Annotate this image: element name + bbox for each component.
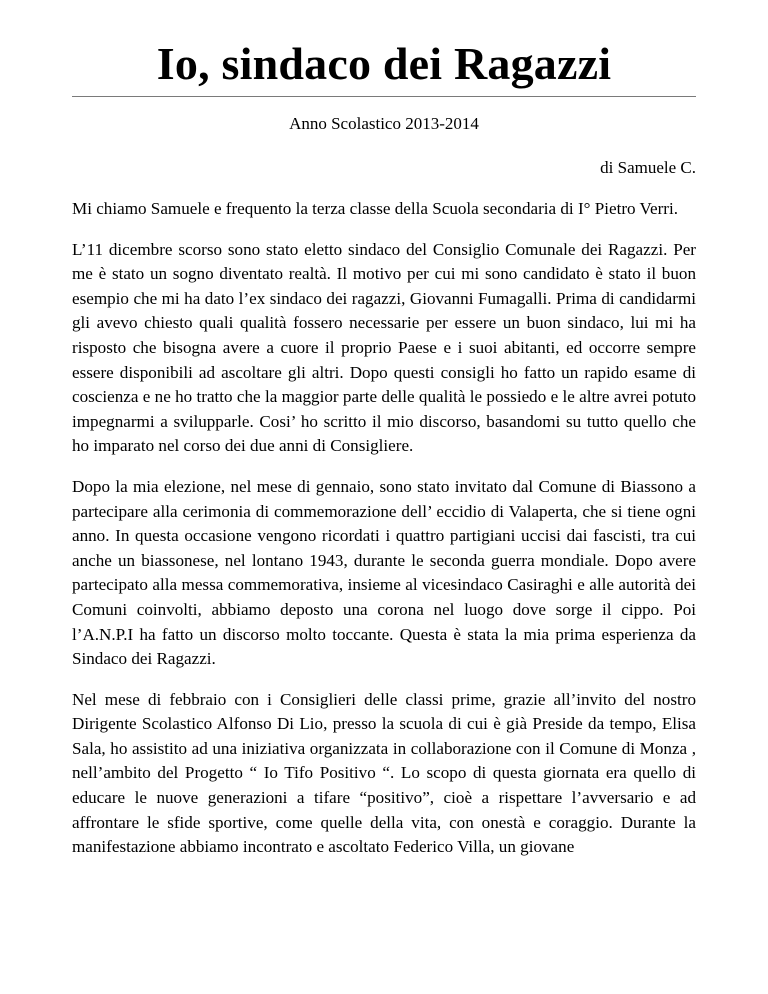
document-title: Io, sindaco dei Ragazzi bbox=[156, 38, 612, 89]
paragraph: L’11 dicembre scorso sono stato eletto sindaco del Consiglio Comunale dei Ragazzi. Per me è stato un sogno diventato realtà. Il motivo per cui mi sono candidato è stato il buon esempio che mi ha dato l’ex sindaco dei ragazzi, Giovanni Fumagalli. Prima di candidarmi gli avevo chiesto quali qualità fossero necessarie per essere un buon sindaco, lui mi ha risposto che bisogna avere a cuore il proprio Paese e i suoi abitanti, ed occorre sempre essere disponibili ad ascoltare gli altri. Dopo questi consigli ho fatto un rapido esame di coscienza e ne ho tratto che la maggior parte delle qualità le possiedo e le altre avrei potuto impegnarmi a svilupparle. Cosi’ ho scritto il mio discorso, basandomi su tutto quello che ho imparato nel corso dei due anni di Consigliere. bbox=[72, 239, 696, 456]
title-divider bbox=[72, 96, 696, 97]
paragraph: Mi chiamo Samuele e frequento la terza classe della Scuola secondaria di I° Pietro Verri. bbox=[72, 199, 679, 218]
paragraph: Dopo la mia elezione, nel mese di gennaio, sono stato invitato dal Comune di Biassono a partecipare alla cerimonia di commemorazione dell’ eccidio di Valaperta, che si tiene ogni anno. In questa occasione vengono ricordati i quattro partigiani uccisi dai fascisti, tra cui anche un biassonese, nel lontano 1943, durante le seconda guerra mondiale. Dopo avere partecipato alla messa commemorativa, insieme al vicesindaco Casiraghi e alle autorità dei Comuni coinvolti, abbiamo deposto una corona nel luogo dove sorge il cippo. Poi l’A.N.P.I ha fatto un discorso molto toccante. Questa è stata la mia prima esperienza da Sindaco dei Ragazzi. bbox=[72, 476, 696, 669]
document-page bbox=[72, 0, 696, 860]
author-line: di Samuele C. bbox=[600, 158, 696, 177]
paragraph: Nel mese di febbraio con i Consiglieri delle classi prime, grazie all’invito del nostro Dirigente Scolastico Alfonso Di Lio, presso la scuola di cui è già Preside da tempo, Elisa Sala, ho assistito ad una iniziativa organizzata in collaborazione con il Comune di Monza , nell’ambito del Progetto “ Io Tifo Positivo “. Lo scopo di questa giornata era quello di educare le nuove generazioni a tifare “positivo”, cioè a rispettare l’avversario e ad affrontare le sfide sportive, come quelle della vita, con onestà e coraggio. Durante la manifestazione abbiamo incontrato e ascoltato Federico Villa, un giovane bbox=[72, 689, 696, 857]
school-year: Anno Scolastico 2013-2014 bbox=[289, 114, 479, 133]
